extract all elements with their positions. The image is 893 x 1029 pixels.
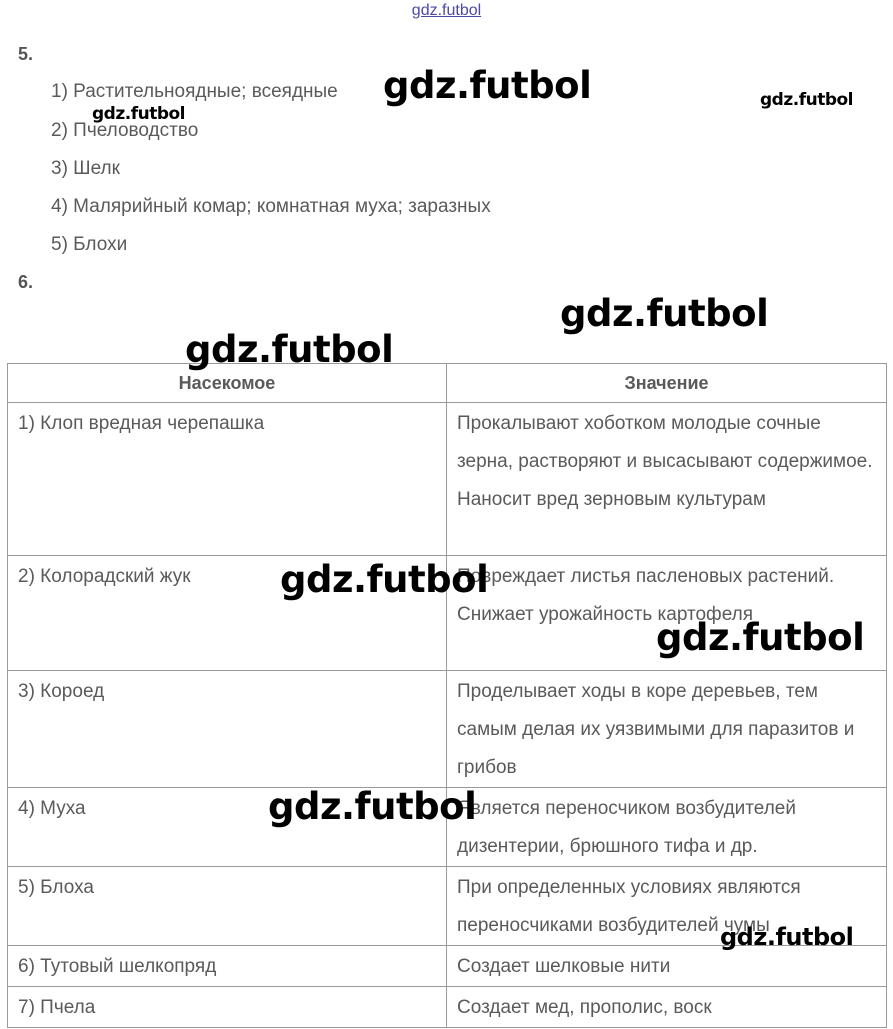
watermark: gdz.futbol — [720, 923, 854, 951]
meaning-cell: При определенных условиях являются переносчиками возбудителей чумы — [447, 867, 887, 946]
insect-cell: 2) Колорадский жук — [8, 556, 447, 671]
table-row — [8, 946, 887, 987]
list-item: 3) Шелк — [51, 158, 120, 179]
top-watermark-link[interactable]: gdz.futbol — [411, 2, 482, 19]
watermark: gdz.futbol — [185, 328, 394, 371]
table-row — [8, 987, 887, 1028]
section-6-number: 6. — [18, 272, 34, 292]
insect-cell: 6) Тутовый шелкопряд — [8, 946, 447, 987]
section-5-number: 5. — [18, 44, 34, 64]
list-item: 1) Растительноядные; всеядные — [51, 81, 338, 102]
meaning-cell: Проделывает ходы в коре деревьев, тем самым делая их уязвимыми для паразитов и грибов — [447, 671, 887, 788]
column-header-meaning: Значение — [447, 364, 887, 403]
watermark: gdz.futbol — [760, 90, 853, 110]
insect-cell: 3) Короед — [8, 671, 447, 788]
insect-cell: 4) Муха — [8, 788, 447, 867]
insect-cell: 1) Клоп вредная черепашка — [8, 403, 447, 556]
watermark: gdz.futbol — [560, 292, 769, 335]
list-item: 2) Пчеловодство — [51, 120, 199, 141]
watermark: gdz.futbol — [656, 616, 865, 659]
watermark: gdz.futbol — [280, 558, 489, 601]
watermark: gdz.futbol — [92, 104, 185, 124]
watermark: gdz.futbol — [268, 785, 477, 828]
meaning-cell: Является переносчиком возбудителей дизентерии, брюшного тифа и др. — [447, 788, 887, 867]
list-item: 4) Малярийный комар; комнатная муха; заразных — [51, 196, 491, 217]
list-item: 5) Блохи — [51, 234, 128, 255]
insect-cell: 7) Пчела — [8, 987, 447, 1028]
table-header-row — [8, 364, 887, 403]
meaning-cell: Прокалывают хоботком молодые сочные зерна, растворяют и высасывают содержимое. Наносит вред зерновым культурам — [447, 403, 887, 556]
column-header-insect: Насекомое — [8, 364, 447, 403]
insect-cell: 5) Блоха — [8, 867, 447, 946]
table-row — [8, 403, 887, 556]
meaning-cell: Создает мед, прополис, воск — [447, 987, 887, 1028]
watermark: gdz.futbol — [383, 64, 592, 107]
meaning-cell: Создает шелковые нити — [447, 946, 887, 987]
meaning-cell: Повреждает листья пасленовых растений. Снижает урожайность картофеля — [447, 556, 887, 671]
table-row — [8, 671, 887, 788]
